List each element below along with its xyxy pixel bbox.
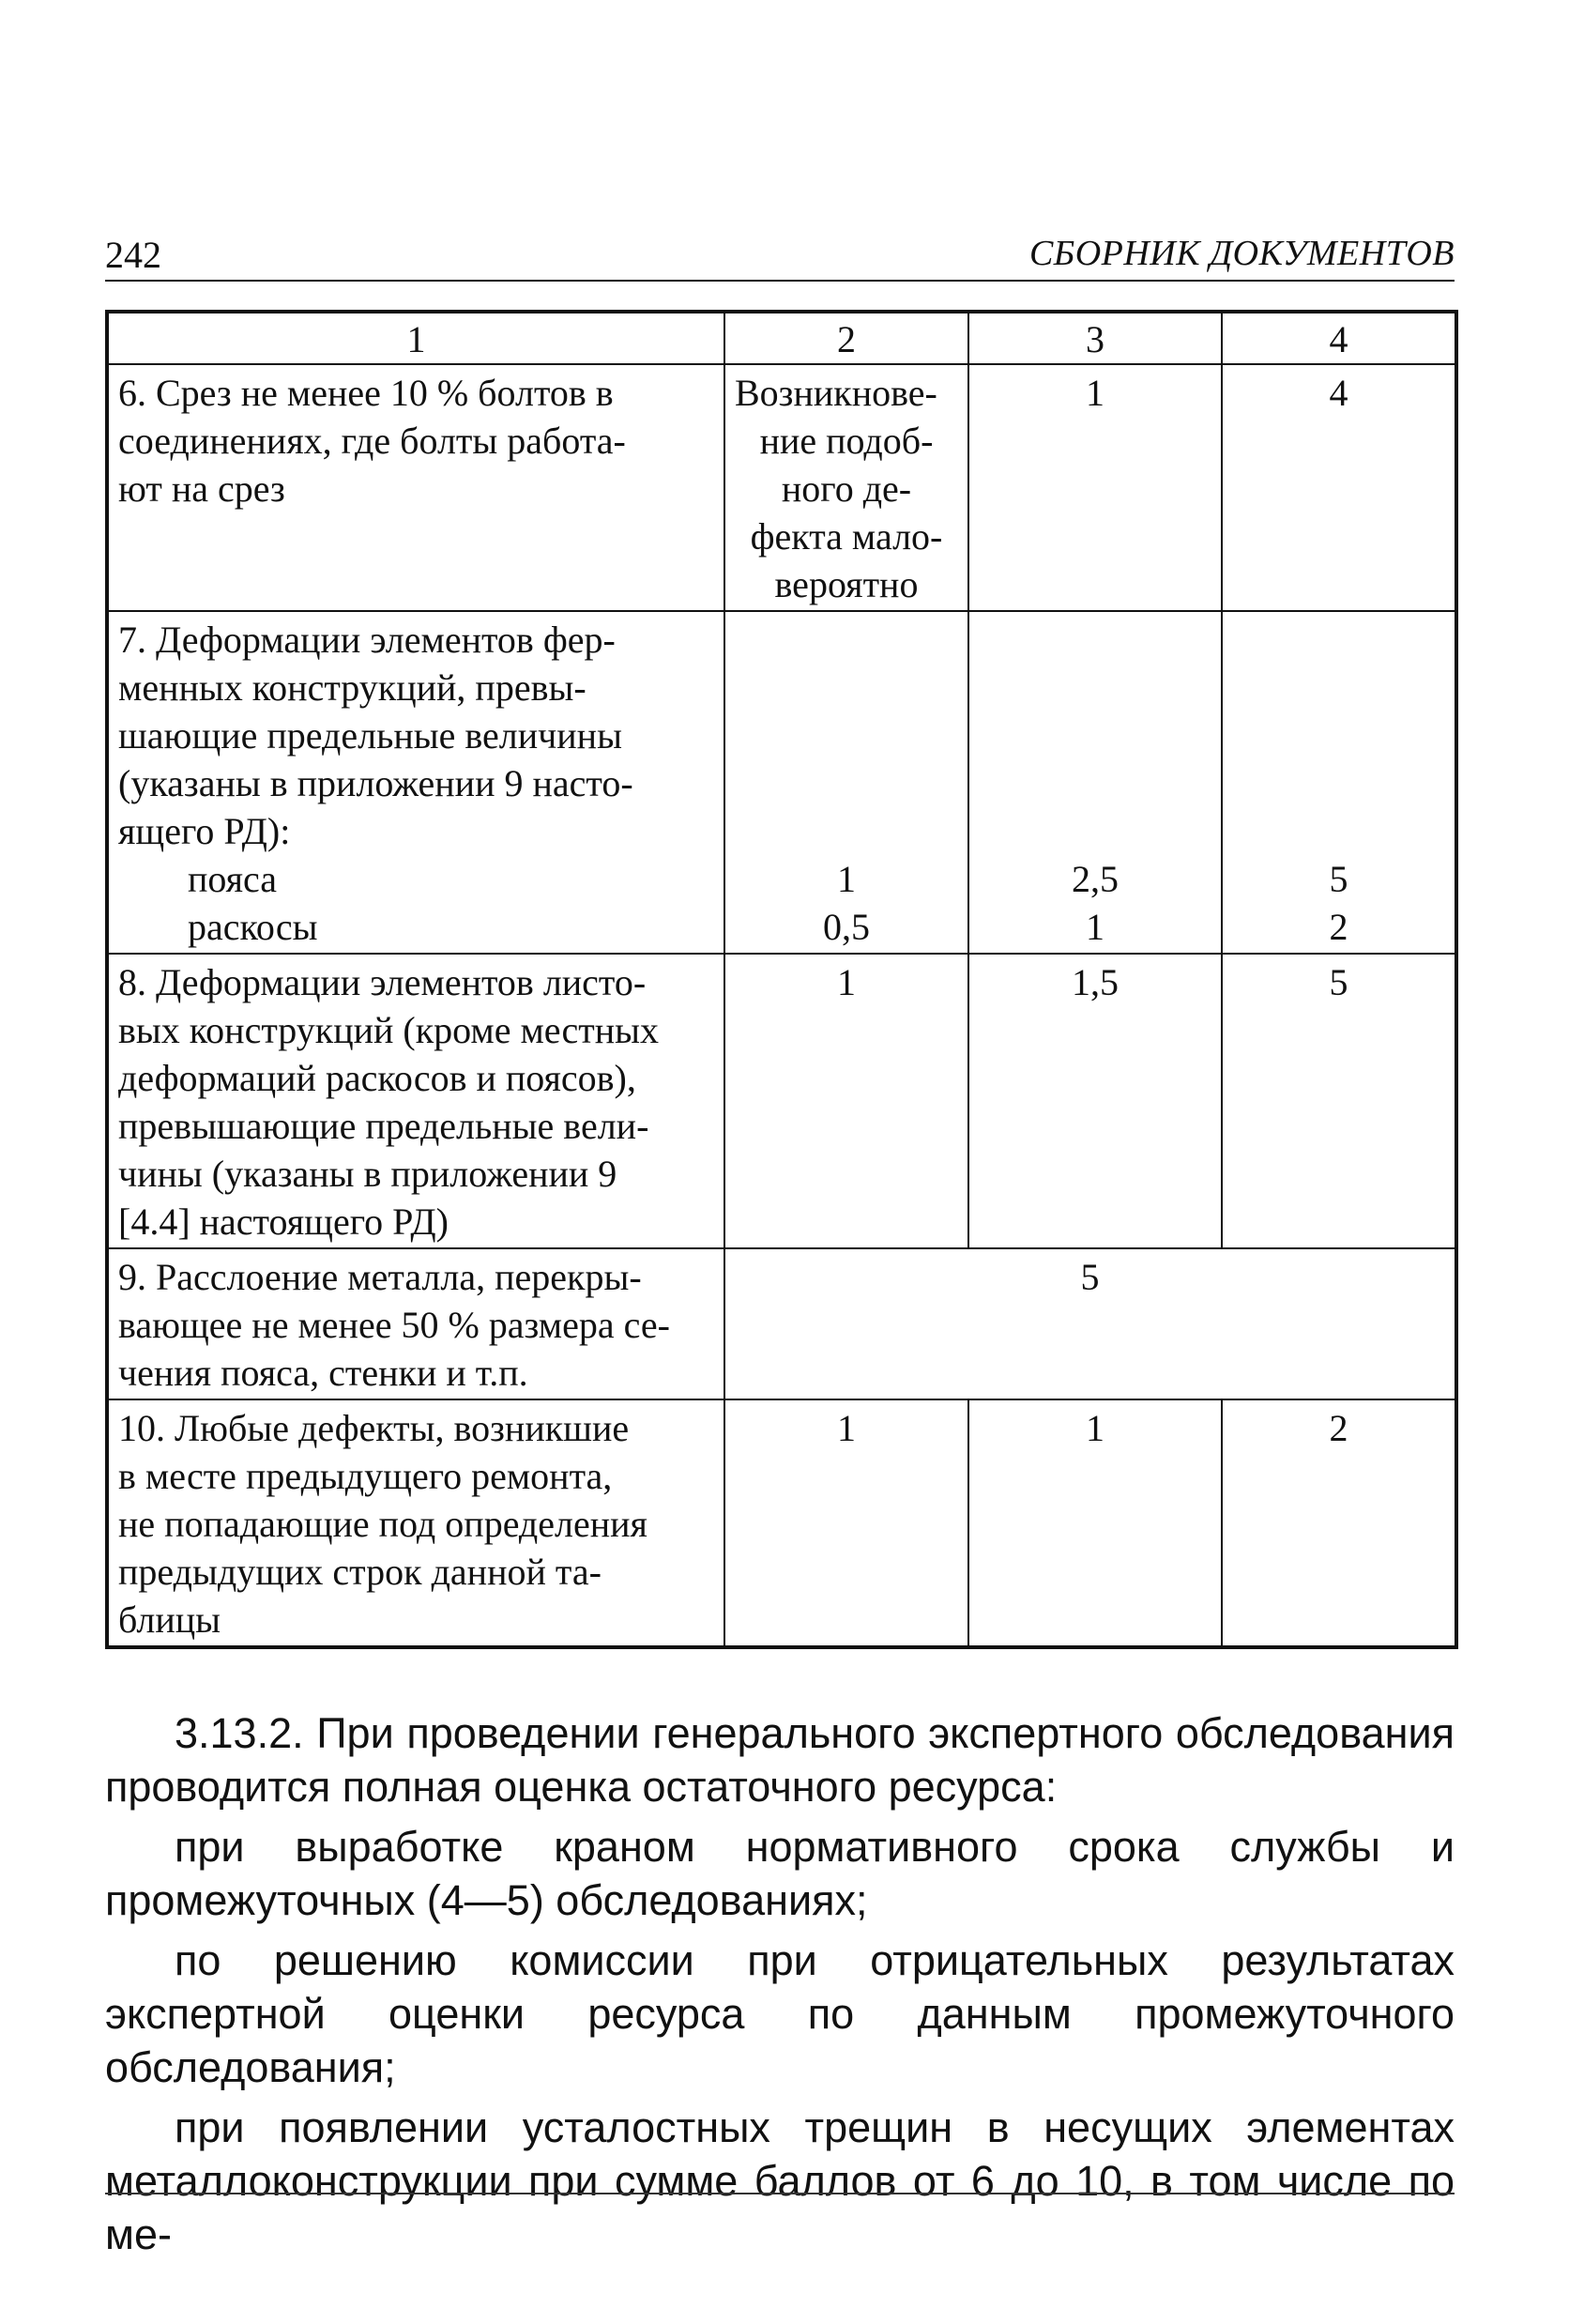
row6-col2-line: ние подоб- xyxy=(759,420,934,462)
row10-col3: 1 xyxy=(968,1399,1222,1647)
table-row-9 xyxy=(107,1248,1456,1399)
table-row-8 xyxy=(107,954,1456,1248)
row6-description xyxy=(107,364,724,611)
running-title: СБОРНИК ДОКУМЕНТОВ xyxy=(1028,234,1455,273)
row10-description xyxy=(107,1399,724,1647)
defects-table xyxy=(105,310,1458,1649)
row7-col2 xyxy=(724,611,968,954)
row6-col4: 4 xyxy=(1222,364,1456,611)
table-row-7 xyxy=(107,611,1456,954)
paragraph: при появлении усталостных трещин в несущих элементах металлоконструкции при сумме баллов от 6 до 10, в том числе по ме- xyxy=(105,2103,1455,2258)
row10-desc-line: предыдущих строк данной та- xyxy=(118,1551,602,1593)
row7-description xyxy=(107,611,724,954)
row8-col4: 5 xyxy=(1222,954,1456,1248)
column-header-1: 1 xyxy=(107,312,724,364)
paragraph-3-13-2: 3.13.2. При проведении генерального экспертного обследования проводится полная оценка остаточного ресурса: xyxy=(105,1709,1455,1811)
row7-sub1-col3: 2,5 xyxy=(1072,858,1119,900)
row8-desc-line: деформаций раскосов и поясов), xyxy=(118,1057,636,1099)
row9-description xyxy=(107,1248,724,1399)
row6-col2-line: фекта мало- xyxy=(750,515,943,558)
row7-desc-line: 7. Деформации элементов фер- xyxy=(118,619,616,661)
row7-sub-label: раскосы xyxy=(188,906,318,948)
row8-desc-line: [4.4] настоящего РД) xyxy=(118,1200,449,1243)
row7-sub-label: пояса xyxy=(188,858,278,900)
row8-desc-line: превышающие предельные вели- xyxy=(118,1105,649,1147)
row10-desc-line: 10. Любые дефекты, возникшие xyxy=(118,1407,630,1449)
row9-desc-line: чения пояса, стенки и т.п. xyxy=(118,1352,528,1394)
row10-col4: 2 xyxy=(1222,1399,1456,1647)
row7-col3 xyxy=(968,611,1222,954)
paragraph: по решению комиссии при отрицательных результатах экспертной оценки ресурса по данным промежуточного обследования; xyxy=(105,1936,1455,2091)
row7-desc-line: менных конструкций, превы- xyxy=(118,666,586,709)
row6-col2 xyxy=(724,364,968,611)
row9-desc-line: 9. Расслоение металла, перекры- xyxy=(118,1256,642,1298)
row10-desc-line: блицы xyxy=(118,1598,221,1641)
row7-desc-line: ящего РД): xyxy=(118,810,291,852)
row6-col2-line: вероятно xyxy=(774,563,919,605)
row6-desc-line: 6. Срез не менее 10 % болтов в xyxy=(118,372,614,414)
row6-col3: 1 xyxy=(968,364,1222,611)
row6-desc-line: соединениях, где болты работа- xyxy=(118,420,626,462)
row6-col2-line: ного де- xyxy=(781,467,912,510)
row8-col3: 1,5 xyxy=(968,954,1222,1248)
table-header-row xyxy=(107,312,1456,364)
row8-desc-line: 8. Деформации элементов листо- xyxy=(118,961,647,1003)
row7-sub1-col2: 1 xyxy=(837,858,856,900)
row7-sub1-col4: 5 xyxy=(1329,858,1348,900)
row6-desc-line: ют на срез xyxy=(118,467,285,510)
footer-rule xyxy=(105,2193,1455,2194)
row6-col2-line: Возникнове- xyxy=(735,372,937,414)
row7-sub2-col4: 2 xyxy=(1329,906,1348,948)
row7-sub2-col2: 0,5 xyxy=(823,906,870,948)
paragraph: при выработке краном нормативного срока службы и промежуточных (4—5) обследованиях; xyxy=(105,1823,1455,1924)
page-header xyxy=(105,225,1455,282)
row10-desc-line: в месте предыдущего ремонта, xyxy=(118,1455,613,1497)
row8-desc-line: вых конструкций (кроме местных xyxy=(118,1009,660,1051)
row9-merged-value: 5 xyxy=(724,1248,1456,1399)
table-row-6 xyxy=(107,364,1456,611)
row9-desc-line: вающее не менее 50 % размера се- xyxy=(118,1304,670,1346)
row8-col2: 1 xyxy=(724,954,968,1248)
column-header-2: 2 xyxy=(724,312,968,364)
column-header-4: 4 xyxy=(1222,312,1456,364)
page-number: 242 xyxy=(105,234,161,276)
row8-desc-line: чины (указаны в приложении 9 xyxy=(118,1153,617,1195)
row10-desc-line: не попадающие под определения xyxy=(118,1503,647,1545)
row8-description xyxy=(107,954,724,1248)
table-row-10 xyxy=(107,1399,1456,1647)
row7-sub2-col3: 1 xyxy=(1086,906,1104,948)
row7-col4 xyxy=(1222,611,1456,954)
row10-col2: 1 xyxy=(724,1399,968,1647)
column-header-3: 3 xyxy=(968,312,1222,364)
body-text xyxy=(105,1706,1455,2268)
row7-desc-line: шающие предельные величины xyxy=(118,714,622,757)
row7-desc-line: (указаны в приложении 9 насто- xyxy=(118,762,633,804)
